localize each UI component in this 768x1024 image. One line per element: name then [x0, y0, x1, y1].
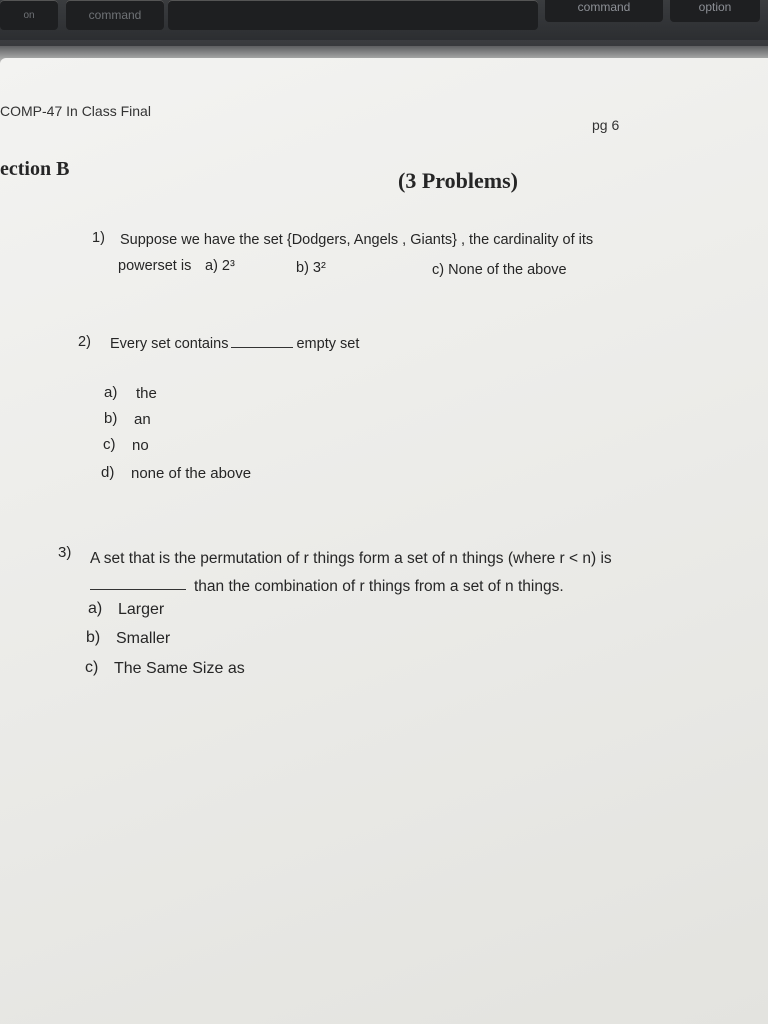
- keyboard-spacebar: [168, 0, 538, 30]
- q2-stem: [110, 336, 359, 352]
- q3-option-a-text: Larger: [118, 601, 165, 618]
- q1-option-c: c) None of the above: [432, 262, 567, 278]
- course-title: COMP-47 In Class Final: [0, 103, 151, 119]
- q2-answer-blank: [231, 346, 293, 348]
- q2-text-after: empty set: [296, 336, 360, 352]
- q2-option-c-text: no: [132, 437, 149, 454]
- q2-option-d-text: none of the above: [131, 465, 252, 482]
- q3-number: 3): [58, 544, 72, 561]
- q2-option-a-text: the: [136, 385, 157, 402]
- q1-option-a: a) 2³: [205, 258, 235, 274]
- q1-line1: Suppose we have the set {Dodgers, Angels , Giants} , the cardinality of its: [120, 232, 594, 248]
- q3-option-b-label: b): [86, 629, 101, 646]
- page-number: pg 6: [592, 117, 620, 133]
- q1-option-b: b) 3²: [296, 260, 326, 276]
- keyboard-key-command-left: command: [66, 0, 164, 30]
- keyboard-key-on: on: [0, 0, 58, 30]
- q2-option-b-text: an: [134, 411, 151, 428]
- q2-option-d-label: d): [101, 464, 115, 481]
- q3-option-c-label: c): [85, 659, 99, 676]
- q2-number: 2): [78, 334, 91, 350]
- problem-count: (3 Problems): [398, 168, 518, 193]
- section-title: ection B: [0, 158, 70, 180]
- q3-option-b-text: Smaller: [116, 630, 171, 647]
- q3-option-c-text: The Same Size as: [114, 660, 245, 677]
- q3-option-a-label: a): [88, 600, 103, 617]
- keyboard-key-command-right: command: [545, 0, 663, 22]
- q2-option-c-label: c): [103, 436, 116, 453]
- q2-option-a-label: a): [104, 384, 118, 401]
- q3-answer-blank: [90, 588, 186, 590]
- exam-page: [0, 58, 768, 1024]
- q1-line2-prefix: powerset is: [118, 258, 192, 274]
- q2-option-b-label: b): [104, 410, 118, 427]
- q1-number: 1): [92, 230, 105, 246]
- q3-line2: than the combination of r things from a set of n things.: [194, 578, 564, 595]
- q2-text-before: Every set contains: [110, 336, 229, 352]
- q3-line1: A set that is the permutation of r things form a set of n things (where r < n) is: [90, 550, 612, 567]
- keyboard-key-option: option: [670, 0, 760, 22]
